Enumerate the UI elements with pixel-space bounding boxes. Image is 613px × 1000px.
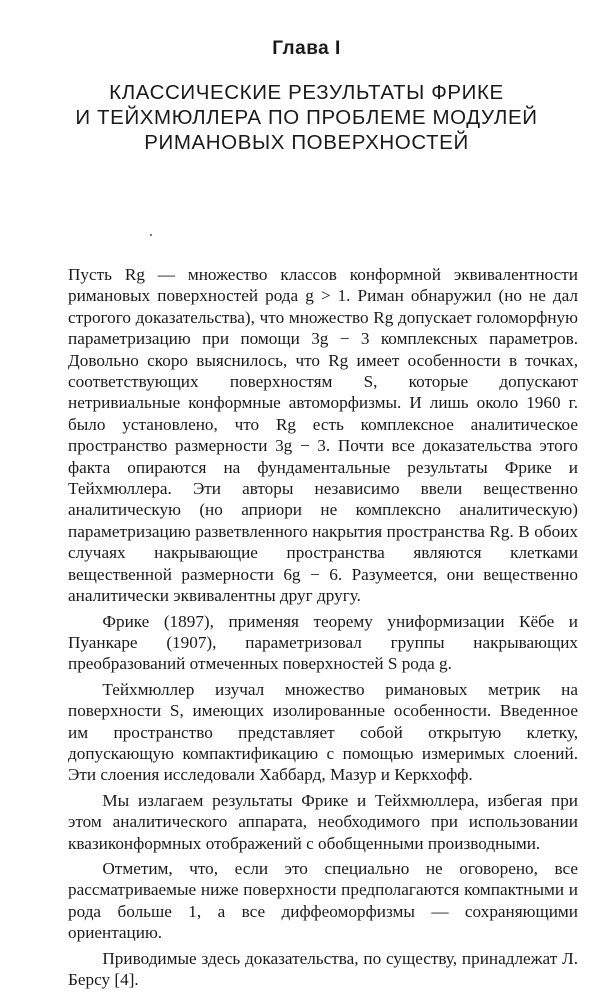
paragraph: Тейхмюллер изучал множество римановых метрик на поверхности S, имеющих изолированные особенности. Введенное им пространство представляет собой открытую клетку, допускающую компактификацию с помощью измеримых слоений. Эти слоения исследовали Хаббард, Мазур и Керкхофф. xyxy=(68,679,578,785)
chapter-title-line: РИМАНОВЫХ ПОВЕРХНОСТЕЙ xyxy=(144,131,469,154)
body-text xyxy=(68,264,578,994)
paragraph: Приводимые здесь доказательства, по существу, принадлежат Л. Берсу [4]. xyxy=(68,948,578,989)
chapter-title-line: КЛАССИЧЕСКИЕ РЕЗУЛЬТАТЫ ФРИКЕ xyxy=(109,81,504,104)
chapter-title-line: И ТЕЙХМЮЛЛЕРА ПО ПРОБЛЕМЕ МОДУЛЕЙ xyxy=(75,106,538,129)
paragraph: Отметим, что, если это специально не оговорено, все рассматриваемые ниже поверхности предполагаются компактными и рода больше 1, а все диффеоморфизмы — сохраняющими ориентацию. xyxy=(68,858,578,943)
print-speck xyxy=(150,234,152,236)
chapter-label: Глава I xyxy=(272,38,341,59)
chapter-title xyxy=(40,80,573,155)
paragraph: Пусть Rg — множество классов конформной эквивалентности римановых поверхностей рода g > 1. Риман обнаружил (но не дал строгого доказательства), что множество Rg допускает голоморфную параметризацию при помощи 3g − 3 комплексных параметров. Довольно скоро выяснилось, что Rg имеет особенности в точках, соответствующих поверхностям S, которые допускают нетривиальные конформные автоморфизмы. И лишь около 1960 г. было установлено, что Rg есть комплексное аналитическое пространство размерности 3g − 3. Почти все доказательства этого факта опираются на фундаментальные результаты Фрике и Тейхмюллера. Эти авторы независимо ввели вещественно аналитическую (но априори не комплексно аналитическую) параметризацию разветвленного накрытия пространства Rg. В обоих случаях накрывающие пространства являются клетками вещественной размерности 6g − 6. Разумеется, они вещественно аналитически эквивалентны друг другу. xyxy=(68,265,578,606)
paragraph: Мы излагаем результаты Фрике и Тейхмюллера, избегая при этом аналитического аппарата, необходимого при использовании квазиконформных отображений с обобщенными производными. xyxy=(68,790,578,853)
paragraph: Фрике (1897), применяя теорему униформизации Кёбе и Пуанкаре (1907), параметризовал группы накрывающих преобразований отмеченных поверхностей S рода g. xyxy=(68,611,578,674)
